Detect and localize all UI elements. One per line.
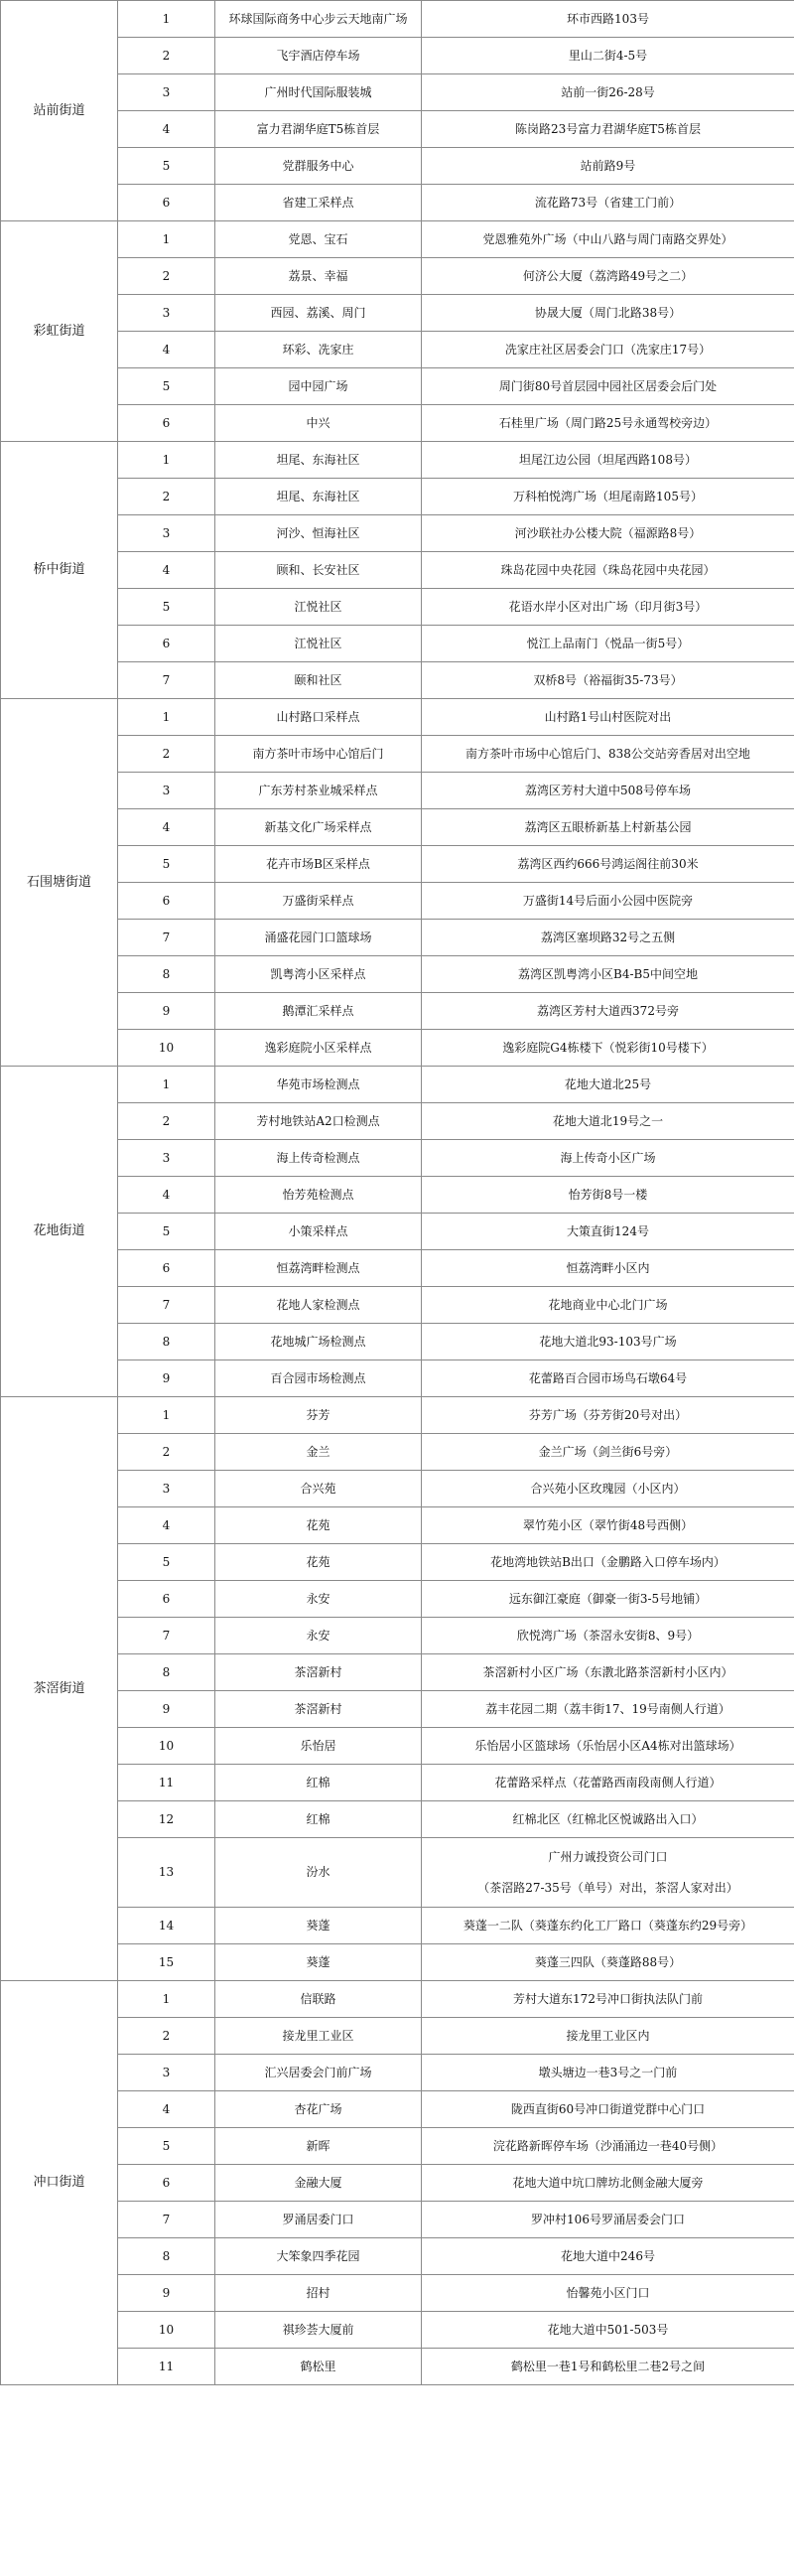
site-name-cell: 汇兴居委会门前广场 <box>215 2055 422 2091</box>
table-row <box>1 2165 794 2202</box>
row-number-cell: 2 <box>118 2018 215 2055</box>
row-number-cell: 2 <box>118 1103 215 1140</box>
site-name-cell: 顾和、长安社区 <box>215 552 422 589</box>
table-row <box>1 2349 794 2385</box>
site-name-cell: 富力君湖华庭T5栋首层 <box>215 111 422 148</box>
row-number-cell: 9 <box>118 993 215 1030</box>
table-row <box>1 589 794 626</box>
address-cell: 荔湾区凯粤湾小区B4-B5中间空地 <box>422 956 794 993</box>
address-cell: 怡馨苑小区门口 <box>422 2275 794 2312</box>
table-row <box>1 1801 794 1838</box>
site-name-cell: 百合园市场检测点 <box>215 1360 422 1397</box>
address-cell: 金兰广场（剑兰街6号旁） <box>422 1434 794 1471</box>
site-name-cell: 花苑 <box>215 1544 422 1581</box>
site-name-cell: 广州时代国际服装城 <box>215 74 422 111</box>
row-number-cell: 4 <box>118 1507 215 1544</box>
row-number-cell: 6 <box>118 2165 215 2202</box>
row-number-cell: 14 <box>118 1908 215 1944</box>
site-name-cell: 江悦社区 <box>215 626 422 662</box>
table-row <box>1 258 794 295</box>
row-number-cell: 7 <box>118 2202 215 2238</box>
row-number-cell: 5 <box>118 846 215 883</box>
site-name-cell: 环球国际商务中心步云天地南广场 <box>215 1 422 38</box>
address-cell: 花地大道中501-503号 <box>422 2312 794 2349</box>
row-number-cell: 2 <box>118 38 215 74</box>
site-name-cell: 大笨象四季花园 <box>215 2238 422 2275</box>
table-row <box>1 1287 794 1324</box>
row-number-cell: 1 <box>118 221 215 258</box>
table-row <box>1 1360 794 1397</box>
row-number-cell: 6 <box>118 1250 215 1287</box>
address-cell: 远东御江豪庭（御豪一街3-5号地铺） <box>422 1581 794 1618</box>
row-number-cell: 13 <box>118 1838 215 1908</box>
street-name-cell: 茶滘街道 <box>1 1397 118 1981</box>
address-cell: 欣悦湾广场（茶滘永安街8、9号） <box>422 1618 794 1654</box>
site-name-cell: 鹅潭汇采样点 <box>215 993 422 1030</box>
row-number-cell: 8 <box>118 956 215 993</box>
table-row <box>1 809 794 846</box>
row-number-cell: 1 <box>118 1981 215 2018</box>
site-name-cell: 党恩、宝石 <box>215 221 422 258</box>
row-number-cell: 7 <box>118 662 215 699</box>
street-name-cell: 冲口街道 <box>1 1981 118 2385</box>
street-name-cell: 石围塘街道 <box>1 699 118 1067</box>
address-cell: 荔湾区塞坝路32号之五侧 <box>422 920 794 956</box>
site-name-cell: 飞宇酒店停车场 <box>215 38 422 74</box>
row-number-cell: 3 <box>118 74 215 111</box>
address-cell: 协晟大厦（周门北路38号） <box>422 295 794 332</box>
site-name-cell: 花苑 <box>215 1507 422 1544</box>
site-name-cell: 环彩、冼家庄 <box>215 332 422 368</box>
row-number-cell: 5 <box>118 1544 215 1581</box>
row-number-cell: 12 <box>118 1801 215 1838</box>
row-number-cell: 7 <box>118 920 215 956</box>
address-cell: 山村路1号山村医院对出 <box>422 699 794 736</box>
address-cell: 芬芳广场（芬芳街20号对出） <box>422 1397 794 1434</box>
row-number-cell: 2 <box>118 736 215 773</box>
address-cell: 双桥8号（裕福街35-73号） <box>422 662 794 699</box>
address-cell: 花地大道北19号之一 <box>422 1103 794 1140</box>
table-row <box>1 920 794 956</box>
table-row <box>1 956 794 993</box>
address-line-2: （茶滘路27-35号（单号）对出，茶滘人家对出） <box>477 1880 738 1895</box>
address-cell: 接龙里工业区内 <box>422 2018 794 2055</box>
site-name-cell: 小策采样点 <box>215 1214 422 1250</box>
site-name-cell: 金兰 <box>215 1434 422 1471</box>
row-number-cell: 8 <box>118 1654 215 1691</box>
site-name-cell: 新晖 <box>215 2128 422 2165</box>
table-row <box>1 736 794 773</box>
row-number-cell: 9 <box>118 2275 215 2312</box>
row-number-cell: 6 <box>118 626 215 662</box>
table-row <box>1 332 794 368</box>
site-name-cell: 乐怡居 <box>215 1728 422 1765</box>
site-name-cell: 南方茶叶市场中心馆后门 <box>215 736 422 773</box>
address-cell: 罗冲村106号罗涌居委会门口 <box>422 2202 794 2238</box>
address-line-1: 广州力诚投资公司门口 <box>548 1850 668 1865</box>
row-number-cell: 6 <box>118 883 215 920</box>
site-name-cell: 河沙、恒海社区 <box>215 515 422 552</box>
street-name-cell: 花地街道 <box>1 1067 118 1397</box>
table-row <box>1 1250 794 1287</box>
street-name-cell: 站前街道 <box>1 1 118 221</box>
site-name-cell: 怡芳苑检测点 <box>215 1177 422 1214</box>
row-number-cell: 2 <box>118 1434 215 1471</box>
site-name-cell: 葵蓬 <box>215 1908 422 1944</box>
row-number-cell: 10 <box>118 2312 215 2349</box>
address-cell: 党恩雅苑外广场（中山八路与周门南路交界处） <box>422 221 794 258</box>
address-cell: 翠竹苑小区（翠竹街48号西侧） <box>422 1507 794 1544</box>
row-number-cell: 1 <box>118 1397 215 1434</box>
site-name-cell: 祺珍荟大厦前 <box>215 2312 422 2349</box>
row-number-cell: 11 <box>118 1765 215 1801</box>
address-cell: 花蕾路采样点（花蕾路西南段南侧人行道） <box>422 1765 794 1801</box>
table-row <box>1 1654 794 1691</box>
row-number-cell: 5 <box>118 368 215 405</box>
address-cell: 花地商业中心北门广场 <box>422 1287 794 1324</box>
site-name-cell: 新基文化广场采样点 <box>215 809 422 846</box>
table-row <box>1 2128 794 2165</box>
row-number-cell: 2 <box>118 479 215 515</box>
table-row <box>1 405 794 442</box>
table-row <box>1 552 794 589</box>
row-number-cell: 7 <box>118 1618 215 1654</box>
row-number-cell: 9 <box>118 1360 215 1397</box>
table-row <box>1 1214 794 1250</box>
site-name-cell: 华苑市场检测点 <box>215 1067 422 1103</box>
site-name-cell: 芳村地铁站A2口检测点 <box>215 1103 422 1140</box>
site-name-cell: 杏花广场 <box>215 2091 422 2128</box>
table-row <box>1 2238 794 2275</box>
table-row <box>1 1981 794 2018</box>
table-row <box>1 1177 794 1214</box>
address-cell: 周门街80号首层园中园社区居委会后门处 <box>422 368 794 405</box>
table-row <box>1 626 794 662</box>
site-name-cell: 党群服务中心 <box>215 148 422 185</box>
address-cell: 冼家庄社区居委会门口（冼家庄17号） <box>422 332 794 368</box>
site-name-cell: 万盛街采样点 <box>215 883 422 920</box>
row-number-cell: 4 <box>118 552 215 589</box>
table-row <box>1 1581 794 1618</box>
table-row <box>1 368 794 405</box>
address-cell: 南方茶叶市场中心馆后门、838公交站旁香居对出空地 <box>422 736 794 773</box>
row-number-cell: 6 <box>118 405 215 442</box>
row-number-cell: 3 <box>118 295 215 332</box>
address-cell: 芳村大道东172号冲口街执法队门前 <box>422 1981 794 2018</box>
site-name-cell: 广东芳村茶业城采样点 <box>215 773 422 809</box>
address-cell: 河沙联社办公楼大院（福源路8号） <box>422 515 794 552</box>
table-row <box>1 2018 794 2055</box>
address-cell: 悦江上品南门（悦品一街5号） <box>422 626 794 662</box>
row-number-cell: 3 <box>118 1471 215 1507</box>
row-number-cell: 3 <box>118 773 215 809</box>
site-name-cell: 凯粤湾小区采样点 <box>215 956 422 993</box>
site-name-cell: 逸彩庭院小区采样点 <box>215 1030 422 1067</box>
table-row <box>1 1728 794 1765</box>
table-row <box>1 1397 794 1434</box>
table-row <box>1 148 794 185</box>
table-row <box>1 2091 794 2128</box>
address-cell: 荔湾区芳村大道西372号旁 <box>422 993 794 1030</box>
site-name-cell: 荔景、幸福 <box>215 258 422 295</box>
address-cell: 陇西直街60号冲口街道党群中心门口 <box>422 2091 794 2128</box>
address-cell: 花地大道中坑口牌坊北侧金融大厦旁 <box>422 2165 794 2202</box>
table-row <box>1 662 794 699</box>
row-number-cell: 8 <box>118 2238 215 2275</box>
site-name-cell: 芬芳 <box>215 1397 422 1434</box>
table-row <box>1 773 794 809</box>
address-cell: 荔湾区芳村大道中508号停车场 <box>422 773 794 809</box>
table-row <box>1 993 794 1030</box>
address-cell: 怡芳街8号一楼 <box>422 1177 794 1214</box>
table-row <box>1 111 794 148</box>
table-row <box>1 1434 794 1471</box>
row-number-cell: 1 <box>118 699 215 736</box>
row-number-cell: 9 <box>118 1691 215 1728</box>
row-number-cell: 3 <box>118 1140 215 1177</box>
address-cell: 坦尾江边公园（坦尾西路108号） <box>422 442 794 479</box>
table-row <box>1 74 794 111</box>
address-cell: 陈岗路23号富力君湖华庭T5栋首层 <box>422 111 794 148</box>
address-cell: 鹤松里一巷1号和鹤松里二巷2号之间 <box>422 2349 794 2385</box>
table-row <box>1 479 794 515</box>
street-name-cell: 彩虹街道 <box>1 221 118 442</box>
address-cell: 乐怡居小区篮球场（乐怡居小区A4栋对出篮球场） <box>422 1728 794 1765</box>
address-cell: 逸彩庭院G4栋楼下（悦彩街10号楼下） <box>422 1030 794 1067</box>
row-number-cell: 5 <box>118 148 215 185</box>
table-row <box>1 2055 794 2091</box>
site-name-cell: 坦尾、东海社区 <box>215 442 422 479</box>
address-cell: 站前路9号 <box>422 148 794 185</box>
table-row <box>1 2275 794 2312</box>
row-number-cell: 1 <box>118 1 215 38</box>
table-row <box>1 1838 794 1908</box>
address-cell: 站前一街26-28号 <box>422 74 794 111</box>
table-row <box>1 295 794 332</box>
row-number-cell: 2 <box>118 258 215 295</box>
site-name-cell: 茶滘新村 <box>215 1691 422 1728</box>
address-cell: 葵蓬三四队（葵蓬路88号） <box>422 1944 794 1981</box>
site-name-cell: 红棉 <box>215 1765 422 1801</box>
row-number-cell: 7 <box>118 1287 215 1324</box>
address-cell: 花地湾地铁站B出口（金鹏路入口停车场内） <box>422 1544 794 1581</box>
address-cell: 万科柏悦湾广场（坦尾南路105号） <box>422 479 794 515</box>
row-number-cell: 3 <box>118 2055 215 2091</box>
row-number-cell: 6 <box>118 185 215 221</box>
address-cell: 墩头塘边一巷3号之一门前 <box>422 2055 794 2091</box>
site-name-cell: 红棉 <box>215 1801 422 1838</box>
address-cell: 珠岛花园中央花园（珠岛花园中央花园） <box>422 552 794 589</box>
site-name-cell: 鹤松里 <box>215 2349 422 2385</box>
table-row <box>1 1 794 38</box>
address-cell: 荔湾区西约666号鸿运阁往前30米 <box>422 846 794 883</box>
site-name-cell: 茶滘新村 <box>215 1654 422 1691</box>
site-name-cell: 恒荔湾畔检测点 <box>215 1250 422 1287</box>
row-number-cell: 8 <box>118 1324 215 1360</box>
site-name-cell: 永安 <box>215 1581 422 1618</box>
row-number-cell: 4 <box>118 2091 215 2128</box>
table-row <box>1 1765 794 1801</box>
site-name-cell: 信联路 <box>215 1981 422 2018</box>
site-name-cell: 颐和社区 <box>215 662 422 699</box>
table-row <box>1 1067 794 1103</box>
table-row <box>1 1103 794 1140</box>
row-number-cell: 10 <box>118 1728 215 1765</box>
site-name-cell: 花卉市场B区采样点 <box>215 846 422 883</box>
row-number-cell: 4 <box>118 809 215 846</box>
row-number-cell: 4 <box>118 1177 215 1214</box>
table-body <box>1 1 794 2385</box>
address-cell: 荔湾区五眼桥新基上村新基公园 <box>422 809 794 846</box>
table-row <box>1 1944 794 1981</box>
address-cell: 万盛街14号后面小公园中医院旁 <box>422 883 794 920</box>
address-cell: 何济公大厦（荔湾路49号之二） <box>422 258 794 295</box>
table-row <box>1 2202 794 2238</box>
site-name-cell: 永安 <box>215 1618 422 1654</box>
row-number-cell: 15 <box>118 1944 215 1981</box>
table-row <box>1 442 794 479</box>
table-row <box>1 1324 794 1360</box>
site-name-cell: 西园、荔溪、周门 <box>215 295 422 332</box>
table-row <box>1 185 794 221</box>
site-name-cell: 罗涌居委门口 <box>215 2202 422 2238</box>
site-name-cell: 省建工采样点 <box>215 185 422 221</box>
table-row <box>1 883 794 920</box>
table-row <box>1 1618 794 1654</box>
row-number-cell: 5 <box>118 589 215 626</box>
site-name-cell: 花地城广场检测点 <box>215 1324 422 1360</box>
row-number-cell: 10 <box>118 1030 215 1067</box>
address-cell: 合兴苑小区玫瑰园（小区内） <box>422 1471 794 1507</box>
street-name-cell: 桥中街道 <box>1 442 118 699</box>
row-number-cell: 4 <box>118 332 215 368</box>
address-cell: 花地大道中246号 <box>422 2238 794 2275</box>
table-row <box>1 38 794 74</box>
site-name-cell: 合兴苑 <box>215 1471 422 1507</box>
site-name-cell: 坦尾、东海社区 <box>215 479 422 515</box>
address-cell: 花语水岸小区对出广场（印月街3号） <box>422 589 794 626</box>
address-cell: 大策直街124号 <box>422 1214 794 1250</box>
table-row <box>1 699 794 736</box>
table-row <box>1 221 794 258</box>
site-name-cell: 葵蓬 <box>215 1944 422 1981</box>
address-cell: 流花路73号（省建工门前） <box>422 185 794 221</box>
row-number-cell: 1 <box>118 442 215 479</box>
row-number-cell: 6 <box>118 1581 215 1618</box>
table-row <box>1 1471 794 1507</box>
site-name-cell: 园中园广场 <box>215 368 422 405</box>
address-cell: 浣花路新晖停车场（沙涌涌边一巷40号侧） <box>422 2128 794 2165</box>
site-name-cell: 汾水 <box>215 1838 422 1908</box>
table-row <box>1 1507 794 1544</box>
table-row <box>1 1140 794 1177</box>
row-number-cell: 11 <box>118 2349 215 2385</box>
site-name-cell: 金融大厦 <box>215 2165 422 2202</box>
site-name-cell: 海上传奇检测点 <box>215 1140 422 1177</box>
table-row <box>1 1544 794 1581</box>
table-row <box>1 846 794 883</box>
address-cell: 花地大道北25号 <box>422 1067 794 1103</box>
site-name-cell: 花地人家检测点 <box>215 1287 422 1324</box>
site-name-cell: 涌盛花园门口篮球场 <box>215 920 422 956</box>
address-cell: 花地大道北93-103号广场 <box>422 1324 794 1360</box>
address-cell: 环市西路103号 <box>422 1 794 38</box>
row-number-cell: 1 <box>118 1067 215 1103</box>
table-row <box>1 1691 794 1728</box>
address-cell: 里山二街4-5号 <box>422 38 794 74</box>
row-number-cell: 3 <box>118 515 215 552</box>
address-cell: 恒荔湾畔小区内 <box>422 1250 794 1287</box>
address-cell: 荔丰花园二期（荔丰街17、19号南侧人行道） <box>422 1691 794 1728</box>
address-cell: 葵蓬一二队（葵蓬东约化工厂路口（葵蓬东约29号旁） <box>422 1908 794 1944</box>
address-cell <box>422 1838 794 1908</box>
address-cell: 海上传奇小区广场 <box>422 1140 794 1177</box>
row-number-cell: 5 <box>118 2128 215 2165</box>
site-name-cell: 山村路口采样点 <box>215 699 422 736</box>
row-number-cell: 4 <box>118 111 215 148</box>
table-row <box>1 1030 794 1067</box>
table-row <box>1 515 794 552</box>
address-cell: 红棉北区（红棉北区悦诚路出入口） <box>422 1801 794 1838</box>
table-row <box>1 1908 794 1944</box>
site-name-cell: 中兴 <box>215 405 422 442</box>
address-cell: 茶滘新村小区广场（东漖北路茶滘新村小区内） <box>422 1654 794 1691</box>
address-cell: 石桂里广场（周门路25号永通驾校旁边） <box>422 405 794 442</box>
site-name-cell: 接龙里工业区 <box>215 2018 422 2055</box>
site-name-cell: 江悦社区 <box>215 589 422 626</box>
site-name-cell: 招村 <box>215 2275 422 2312</box>
table-row <box>1 2312 794 2349</box>
address-cell: 花蕾路百合园市场鸟石墩64号 <box>422 1360 794 1397</box>
row-number-cell: 5 <box>118 1214 215 1250</box>
